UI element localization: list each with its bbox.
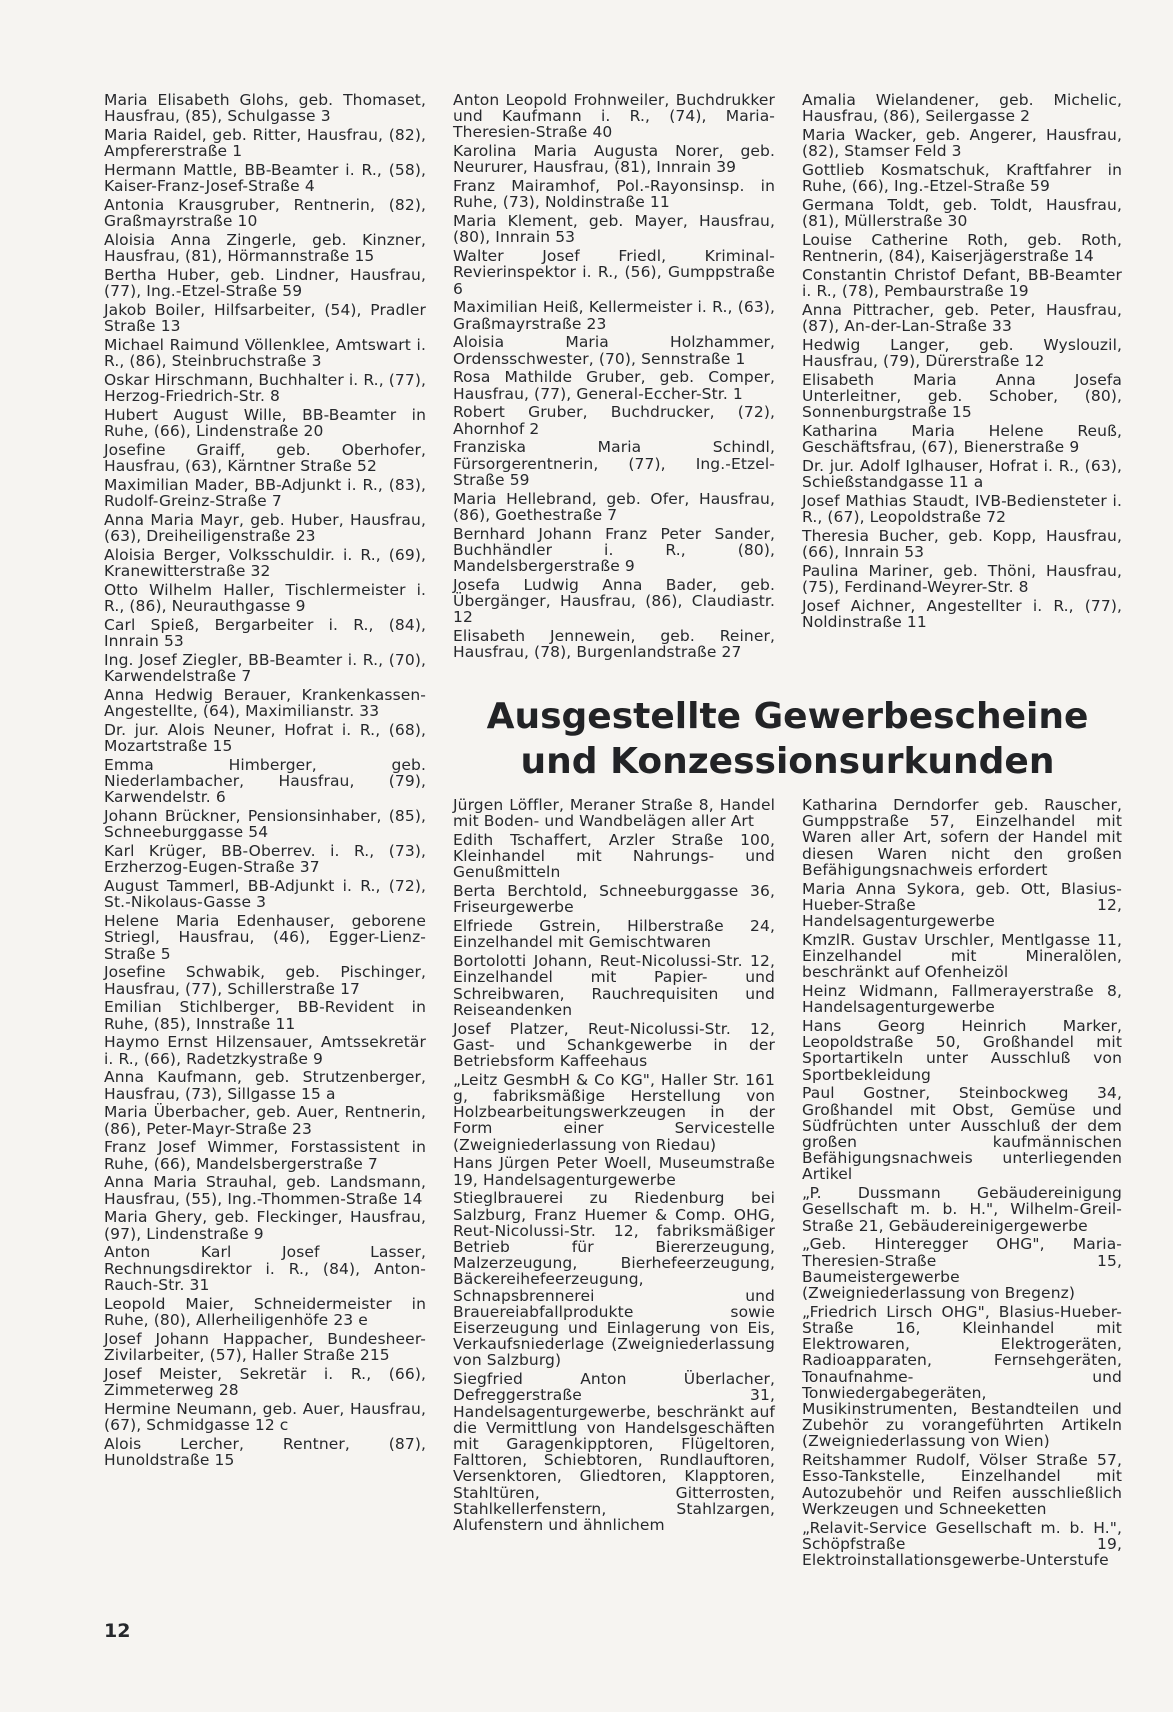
license-entry: Stieglbrauerei zu Riedenburg bei Salzburg, Franz Huemer & Comp. OHG, Reut-Nicolussi-Str. 12, fabriksmäßiger Betrieb für Biererzeugung, Malzerzeugung, Bierhefeerzeugung, Bäckereihefeerzeugung, Schnapsbrennerei und Brauereiabfallprodukte sowie Eiserzeugung und Einlagerung von Eis, Verkaufsniederlage (Zweigniederlassung von Salzburg) bbox=[453, 1189, 775, 1370]
death-notice-entry: Amalia Wielandener, geb. Michelic, Hausfrau, (86), Seilergasse 2 bbox=[802, 91, 1122, 126]
license-entry: Bortolotti Johann, Reut-Nicolussi-Str. 12, Einzelhandel mit Papier- und Schreibwaren, Rauchrequisiten und Reiseandenken bbox=[453, 952, 775, 1019]
death-notice-entry: Haymo Ernst Hilzensauer, Amtssekretär i. R., (66), Radetzkystraße 9 bbox=[104, 1033, 426, 1068]
death-notice-entry: Rosa Mathilde Gruber, geb. Comper, Hausfrau, (77), General-Eccher-Str. 1 bbox=[453, 368, 775, 403]
death-notice-entry: Germana Toldt, geb. Toldt, Hausfrau, (81), Müllerstraße 30 bbox=[802, 196, 1122, 231]
death-notice-entry: Oskar Hirschmann, Buchhalter i. R., (77), Herzog-Friedrich-Str. 8 bbox=[104, 371, 426, 406]
death-notice-entry: Josefine Schwabik, geb. Pischinger, Hausfrau, (77), Schillerstraße 17 bbox=[104, 963, 426, 998]
death-notice-entry: Alois Lercher, Rentner, (87), Hunoldstraße 15 bbox=[104, 1434, 426, 1469]
page-number: 12 bbox=[104, 1620, 131, 1642]
death-notice-entry: Hermine Neumann, geb. Auer, Hausfrau, (67), Schmidgasse 12 c bbox=[104, 1399, 426, 1434]
death-notice-entry: Robert Gruber, Buchdrucker, (72), Ahornhof 2 bbox=[453, 403, 775, 438]
death-notice-entry: Emilian Stichlberger, BB-Revident in Ruhe, (85), Innstraße 11 bbox=[104, 998, 426, 1033]
death-notice-entry: Anna Kaufmann, geb. Strutzenberger, Hausfrau, (73), Sillgasse 15 a bbox=[104, 1068, 426, 1103]
license-entry: „Leitz GesmbH & Co KG", Haller Str. 161 g, fabriksmäßige Herstellung von Holzbearbeitungswerkzeugen in der Form einer Servicestelle (Zweigniederlassung von Riedau) bbox=[453, 1070, 775, 1154]
death-notice-entry: Maria Klement, geb. Mayer, Hausfrau, (80), Innrain 53 bbox=[453, 212, 775, 247]
death-notice-entry: Anna Maria Mayr, geb. Huber, Hausfrau, (63), Dreiheiligenstraße 23 bbox=[104, 511, 426, 546]
death-notice-entry: Johann Brückner, Pensionsinhaber, (85), Schneeburggasse 54 bbox=[104, 807, 426, 842]
death-notice-entry: Franz Mairamhof, Pol.-Rayonsinsp. in Ruhe, (73), Noldinstraße 11 bbox=[453, 177, 775, 212]
death-notice-entry: Hedwig Langer, geb. Wyslouzil, Hausfrau, (79), Dürerstraße 12 bbox=[802, 336, 1122, 371]
death-notice-entry: Elisabeth Jennewein, geb. Reiner, Hausfrau, (78), Burgenlandstraße 27 bbox=[453, 627, 775, 662]
death-notice-entry: Maria Ghery, geb. Fleckinger, Hausfrau, (97), Lindenstraße 9 bbox=[104, 1208, 426, 1243]
license-entry: Josef Platzer, Reut-Nicolussi-Str. 12, Gast- und Schankgewerbe in der Betriebsform Kaffeehaus bbox=[453, 1019, 775, 1071]
death-notice-entry: Maria Hellebrand, geb. Ofer, Hausfrau, (86), Goethestraße 7 bbox=[453, 489, 775, 524]
license-entry: Siegfried Anton Überlacher, Defreggerstraße 31, Handelsagenturgewerbe, beschränkt auf die Vermittlung von Handelsgeschäften mit Garagenkipptoren, Flügeltoren, Falttoren, Schiebtoren, Rundlauftoren, Versenktoren, Gliedtoren, Klapptoren, Stahltüren, Gitterrosten, Stahlkellerfenstern, Stahlzargen, Alufenstern und ähnlichem bbox=[453, 1370, 775, 1535]
death-notice-entry: Aloisia Maria Holzhammer, Ordensschwester, (70), Sennstraße 1 bbox=[453, 333, 775, 368]
license-entry: Maria Anna Sykora, geb. Ott, Blasius-Hueber-Straße 12, Handelsagenturgewerbe bbox=[802, 879, 1122, 931]
death-notice-entry: Anna Hedwig Berauer, Krankenkassen-Angestellte, (64), Maximilianstr. 33 bbox=[104, 686, 426, 721]
license-entry: „Friedrich Lirsch OHG", Blasius-Hueber-Straße 16, Kleinhandel mit Elektrowaren, Elektrogeräten, Radioapparaten, Fernsehgeräten, Tonaufnahme- und Tonwiedergabegeräten, Musikinstrumenten, Bestandteilen und Zubehör zu vorangeführten Artikeln (Zweigniederlassung von Wien) bbox=[802, 1302, 1122, 1451]
death-notice-entry: Louise Catherine Roth, geb. Roth, Rentnerin, (84), Kaiserjägerstraße 14 bbox=[802, 231, 1122, 266]
death-notice-entry: Leopold Maier, Schneidermeister in Ruhe, (80), Allerheiligenhöfe 23 e bbox=[104, 1294, 426, 1329]
license-entry: KmzlR. Gustav Urschler, Mentlgasse 11, Einzelhandel mit Mineralölen, beschränkt auf Ofenheizöl bbox=[802, 930, 1122, 982]
death-notice-entry: Aloisia Anna Zingerle, geb. Kinzner, Hausfrau, (81), Hörmannstraße 15 bbox=[104, 231, 426, 266]
death-notice-entry: Walter Josef Friedl, Kriminal-Revierinspektor i. R., (56), Gumppstraße 6 bbox=[453, 247, 775, 298]
death-notice-entry: Josefa Ludwig Anna Bader, geb. Übergänger, Hausfrau, (86), Claudiastr. 12 bbox=[453, 575, 775, 627]
death-notice-entry: Theresia Bucher, geb. Kopp, Hausfrau, (66), Innrain 53 bbox=[802, 527, 1122, 562]
death-notice-entry: Franziska Maria Schindl, Fürsorgerentnerin, (77), Ing.-Etzel-Straße 59 bbox=[453, 438, 775, 489]
section-heading-line1: Ausgestellte Gewerbescheine bbox=[486, 696, 1089, 737]
death-notice-entry: Karl Krüger, BB-Oberrev. i. R., (73), Erzherzog-Eugen-Straße 37 bbox=[104, 842, 426, 877]
death-notice-entry: Carl Spieß, Bergarbeiter i. R., (84), Innrain 53 bbox=[104, 616, 426, 651]
section-heading bbox=[453, 694, 1122, 784]
death-notice-entry: Josefine Graiff, geb. Oberhofer, Hausfrau, (63), Kärntner Straße 52 bbox=[104, 441, 426, 476]
license-entry: „P. Dussmann Gebäudereinigung Gesellschaft m. b. H.", Wilhelm-Greil-Straße 21, Gebäudereinigergewerbe bbox=[802, 1184, 1122, 1235]
death-notice-entry: Michael Raimund Völlenklee, Amtswart i. R., (86), Steinbruchstraße 3 bbox=[104, 336, 426, 371]
license-entry: Katharina Derndorfer geb. Rauscher, Gumppstraße 57, Einzelhandel mit Waren aller Art, sofern der Handel mit diesen Waren nicht den großen Befähigungsnachweis erfordert bbox=[802, 796, 1122, 879]
death-notice-entry: Dr. jur. Alois Neuner, Hofrat i. R., (68), Mozartstraße 15 bbox=[104, 721, 426, 756]
death-notice-entry: Dr. jur. Adolf Iglhauser, Hofrat i. R., (63), Schießstandgasse 11 a bbox=[802, 457, 1122, 492]
death-notice-entry: Bernhard Johann Franz Peter Sander, Buchhändler i. R., (80), Mandelsbergerstraße 9 bbox=[453, 524, 775, 576]
death-notice-entry: Hermann Mattle, BB-Beamter i. R., (58), Kaiser-Franz-Josef-Straße 4 bbox=[104, 161, 426, 196]
column-deaths-3 bbox=[802, 92, 1122, 633]
death-notice-entry: Franz Josef Wimmer, Forstassistent in Ruhe, (66), Mandelsbergerstraße 7 bbox=[104, 1138, 426, 1173]
license-entry: „Relavit-Service Gesellschaft m. b. H.", Schöpfstraße 19, Elektroinstallationsgewerbe-Unterstufe bbox=[802, 1518, 1122, 1570]
column-deaths-2 bbox=[453, 92, 775, 663]
death-notice-entry: Paulina Mariner, geb. Thöni, Hausfrau, (75), Ferdinand-Weyrer-Str. 8 bbox=[802, 562, 1122, 597]
section-heading-line2: und Konzessionsurkunden bbox=[520, 741, 1055, 782]
death-notice-entry: Elisabeth Maria Anna Josefa Unterleitner, geb. Schober, (80), Sonnenburgstraße 15 bbox=[802, 371, 1122, 422]
column-licenses-1 bbox=[453, 797, 775, 1536]
death-notice-entry: Gottlieb Kosmatschuk, Kraftfahrer in Ruhe, (66), Ing.-Etzel-Straße 59 bbox=[802, 161, 1122, 196]
death-notice-entry: Ing. Josef Ziegler, BB-Beamter i. R., (70), Karwendelstraße 7 bbox=[104, 651, 426, 686]
death-notice-entry: Maria Wacker, geb. Angerer, Hausfrau, (82), Stamser Feld 3 bbox=[802, 126, 1122, 161]
column-deaths-1 bbox=[104, 92, 426, 1471]
license-entry: Elfriede Gstrein, Hilberstraße 24, Einzelhandel mit Gemischtwaren bbox=[453, 917, 775, 952]
license-entry: Hans Jürgen Peter Woell, Museumstraße 19, Handelsagenturgewerbe bbox=[453, 1154, 775, 1189]
death-notice-entry: Maria Überbacher, geb. Auer, Rentnerin, (86), Peter-Mayr-Straße 23 bbox=[104, 1103, 426, 1138]
death-notice-entry: Josef Johann Happacher, Bundesheer-Zivilarbeiter, (57), Haller Straße 215 bbox=[104, 1329, 426, 1364]
license-entry: Hans Georg Heinrich Marker, Leopoldstraße 50, Großhandel mit Sportartikeln unter Ausschluß von Sportbekleidung bbox=[802, 1017, 1122, 1084]
license-entry: Edith Tschaffert, Arzler Straße 100, Kleinhandel mit Nahrungs- und Genußmitteln bbox=[453, 831, 775, 882]
death-notice-entry: Maximilian Mader, BB-Adjunkt i. R., (83), Rudolf-Greinz-Straße 7 bbox=[104, 476, 426, 511]
death-notice-entry: Maria Elisabeth Glohs, geb. Thomaset, Hausfrau, (85), Schulgasse 3 bbox=[104, 91, 426, 126]
death-notice-entry: Hubert August Wille, BB-Beamter in Ruhe, (66), Lindenstraße 20 bbox=[104, 406, 426, 441]
death-notice-entry: Helene Maria Edenhauser, geborene Striegl, Hausfrau, (46), Egger-Lienz-Straße 5 bbox=[104, 912, 426, 963]
death-notice-entry: Jakob Boiler, Hilfsarbeiter, (54), Pradler Straße 13 bbox=[104, 301, 426, 336]
license-entry: Jürgen Löffler, Meraner Straße 8, Handel mit Boden- und Wandbelägen aller Art bbox=[453, 796, 775, 831]
death-notice-entry: Josef Meister, Sekretär i. R., (66), Zimmeterweg 28 bbox=[104, 1364, 426, 1399]
death-notice-entry: Anna Pittracher, geb. Peter, Hausfrau, (87), An-der-Lan-Straße 33 bbox=[802, 301, 1122, 336]
death-notice-entry: Josef Aichner, Angestellter i. R., (77), Noldinstraße 11 bbox=[802, 597, 1122, 632]
death-notice-entry: Emma Himberger, geb. Niederlambacher, Hausfrau, (79), Karwendelstr. 6 bbox=[104, 756, 426, 807]
death-notice-entry: Anton Leopold Frohnweiler, Buchdrukker und Kaufmann i. R., (74), Maria-Theresien-Straße 40 bbox=[453, 91, 775, 142]
death-notice-entry: Maximilian Heiß, Kellermeister i. R., (63), Graßmayrstraße 23 bbox=[453, 298, 775, 333]
death-notice-entry: Karolina Maria Augusta Norer, geb. Neururer, Hausfrau, (81), Innrain 39 bbox=[453, 142, 775, 177]
death-notice-entry: Josef Mathias Staudt, IVB-Bediensteter i. R., (67), Leopoldstraße 72 bbox=[802, 492, 1122, 527]
death-notice-entry: Katharina Maria Helene Reuß, Geschäftsfrau, (67), Bienerstraße 9 bbox=[802, 422, 1122, 457]
death-notice-entry: Bertha Huber, geb. Lindner, Hausfrau, (77), Ing.-Etzel-Straße 59 bbox=[104, 266, 426, 301]
license-entry: Berta Berchtold, Schneeburggasse 36, Friseurgewerbe bbox=[453, 882, 775, 917]
license-entry: Heinz Widmann, Fallmerayerstraße 8, Handelsagenturgewerbe bbox=[802, 982, 1122, 1017]
license-entry: „Geb. Hinteregger OHG", Maria-Theresien-Straße 15, Baumeistergewerbe (Zweigniederlassung von Bregenz) bbox=[802, 1235, 1122, 1303]
license-entry: Reitshammer Rudolf, Völser Straße 57, Esso-Tankstelle, Einzelhandel mit Autozubehör und Reifen ausschließlich Werkzeugen und Schneeketten bbox=[802, 1451, 1122, 1518]
column-licenses-2 bbox=[802, 797, 1122, 1571]
death-notice-entry: Constantin Christof Defant, BB-Beamter i. R., (78), Pembaurstraße 19 bbox=[802, 266, 1122, 301]
license-entry: Paul Gostner, Steinbockweg 34, Großhandel mit Obst, Gemüse und Südfrüchten unter Ausschluß der dem großen kaufmännischen Befähigungsnachweis unterliegenden Artikel bbox=[802, 1084, 1122, 1184]
death-notice-entry: Otto Wilhelm Haller, Tischlermeister i. R., (86), Neurauthgasse 9 bbox=[104, 581, 426, 616]
death-notice-entry: Anton Karl Josef Lasser, Rechnungsdirektor i. R., (84), Anton-Rauch-Str. 31 bbox=[104, 1243, 426, 1294]
death-notice-entry: August Tammerl, BB-Adjunkt i. R., (72), St.-Nikolaus-Gasse 3 bbox=[104, 877, 426, 912]
death-notice-entry: Anna Maria Strauhal, geb. Landsmann, Hausfrau, (55), Ing.-Thommen-Straße 14 bbox=[104, 1173, 426, 1208]
death-notice-entry: Antonia Krausgruber, Rentnerin, (82), Graßmayrstraße 10 bbox=[104, 196, 426, 231]
death-notice-entry: Aloisia Berger, Volksschuldir. i. R., (69), Kranewitterstraße 32 bbox=[104, 546, 426, 581]
death-notice-entry: Maria Raidel, geb. Ritter, Hausfrau, (82), Ampfererstraße 1 bbox=[104, 126, 426, 161]
